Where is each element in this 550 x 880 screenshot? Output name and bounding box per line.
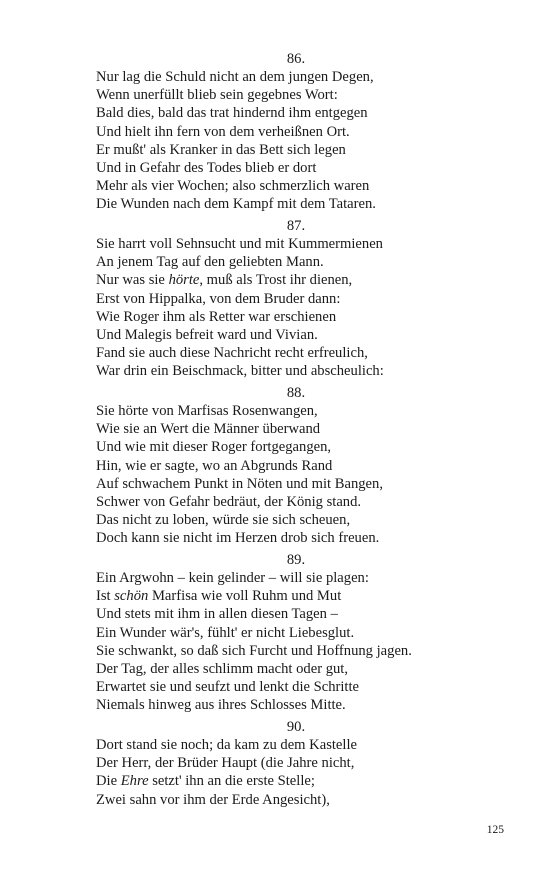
page-number: 125 — [486, 824, 504, 836]
stanza-86 — [96, 50, 496, 214]
verse-line: Dort stand sie noch; da kam zu dem Kastelle — [96, 737, 357, 753]
stanza-87 — [96, 217, 496, 381]
verse-line: Und Malegis befreit ward und Vivian. — [96, 326, 318, 343]
verse-line: Erwartet sie und seufzt und lenkt die Schritte — [96, 679, 360, 696]
verse-line: Wie Roger ihm als Retter war erschienen — [96, 308, 337, 325]
verse-line: Und hielt ihn fern von dem verheißnen Ort. — [96, 123, 350, 140]
stanza-number: 89. — [286, 552, 306, 568]
verse-line: Ein Wunder wär's, fühlt' er nicht Liebesglut. — [96, 624, 355, 641]
verse-line: Die Wunden nach dem Kampf mit dem Tataren. — [96, 196, 376, 213]
verse-line: Sie schwankt, so daß sich Furcht und Hoffnung jagen. — [96, 642, 412, 659]
verse-line: Hin, wie er sagte, wo an Abgrunds Rand — [96, 457, 333, 474]
verse-line: Nur was sie hörte, muß als Trost ihr dienen, — [96, 272, 353, 289]
verse-line: Ist schön Marfisa wie voll Ruhm und Mut — [96, 588, 342, 605]
verse-line: Schwer von Gefahr bedräut, der König stand. — [96, 493, 362, 510]
verse-line: Der Herr, der Brüder Haupt (die Jahre nicht, — [96, 755, 355, 772]
stanza-88 — [96, 384, 496, 548]
verse-line: Nur lag die Schuld nicht an dem jungen Degen, — [96, 69, 374, 85]
stanza-number: 90. — [286, 719, 306, 735]
verse-line: Wie sie an Wert die Männer überwand — [96, 421, 321, 438]
verse-line: Er mußt' als Kranker in das Bett sich legen — [96, 141, 346, 158]
verse-line: Doch kann sie nicht im Herzen drob sich freuen. — [96, 530, 380, 547]
verse-line: Und in Gefahr des Todes blieb er dort — [96, 159, 317, 176]
stanza-number: 87. — [286, 218, 306, 234]
verse-line: Auf schwachem Punkt in Nöten und mit Bangen, — [96, 475, 383, 492]
verse-line: Das nicht zu loben, würde sie sich scheuen, — [96, 512, 351, 529]
verse-line: An jenem Tag auf den geliebten Mann. — [96, 254, 324, 271]
verse-line: Mehr als vier Wochen; also schmerzlich waren — [96, 178, 370, 195]
verse-line: Ein Argwohn – kein gelinder – will sie plagen: — [96, 570, 369, 586]
verse-line: Sie hörte von Marfisas Rosenwangen, — [96, 403, 318, 419]
emphasized-word: Ehre — [120, 773, 149, 790]
verse-line: Sie harrt voll Sehnsucht und mit Kummermienen — [96, 236, 383, 252]
emphasized-word: hörte — [168, 272, 200, 289]
verse-line: Und stets mit ihm in allen diesen Tagen – — [96, 606, 338, 623]
verse-line: Wenn unerfüllt blieb sein gegebnes Wort: — [96, 87, 338, 104]
stanza-number: 88. — [286, 385, 306, 401]
verse-line: Bald dies, bald das trat hindernd ihm entgegen — [96, 105, 368, 122]
verse-line: Die Ehre setzt' ihn an die erste Stelle; — [96, 773, 315, 790]
verse-line: War drin ein Beischmack, bitter und abscheulich: — [96, 363, 384, 380]
verse-line: Erst von Hippalka, von dem Bruder dann: — [96, 290, 341, 307]
verse-line: Fand sie auch diese Nachricht recht erfreulich, — [96, 345, 368, 362]
stanza-89 — [96, 551, 496, 715]
verse-line: Und wie mit dieser Roger fortgegangen, — [96, 439, 332, 456]
verse-line: Niemals hinweg aus ihres Schlosses Mitte. — [96, 697, 346, 714]
stanza-90 — [96, 718, 496, 809]
stanza-number: 86. — [286, 51, 306, 67]
verse-line: Zwei sahn vor ihm der Erde Angesicht), — [96, 791, 330, 808]
emphasized-word: schön — [114, 588, 149, 605]
verse-line: Der Tag, der alles schlimm macht oder gut, — [96, 660, 348, 677]
